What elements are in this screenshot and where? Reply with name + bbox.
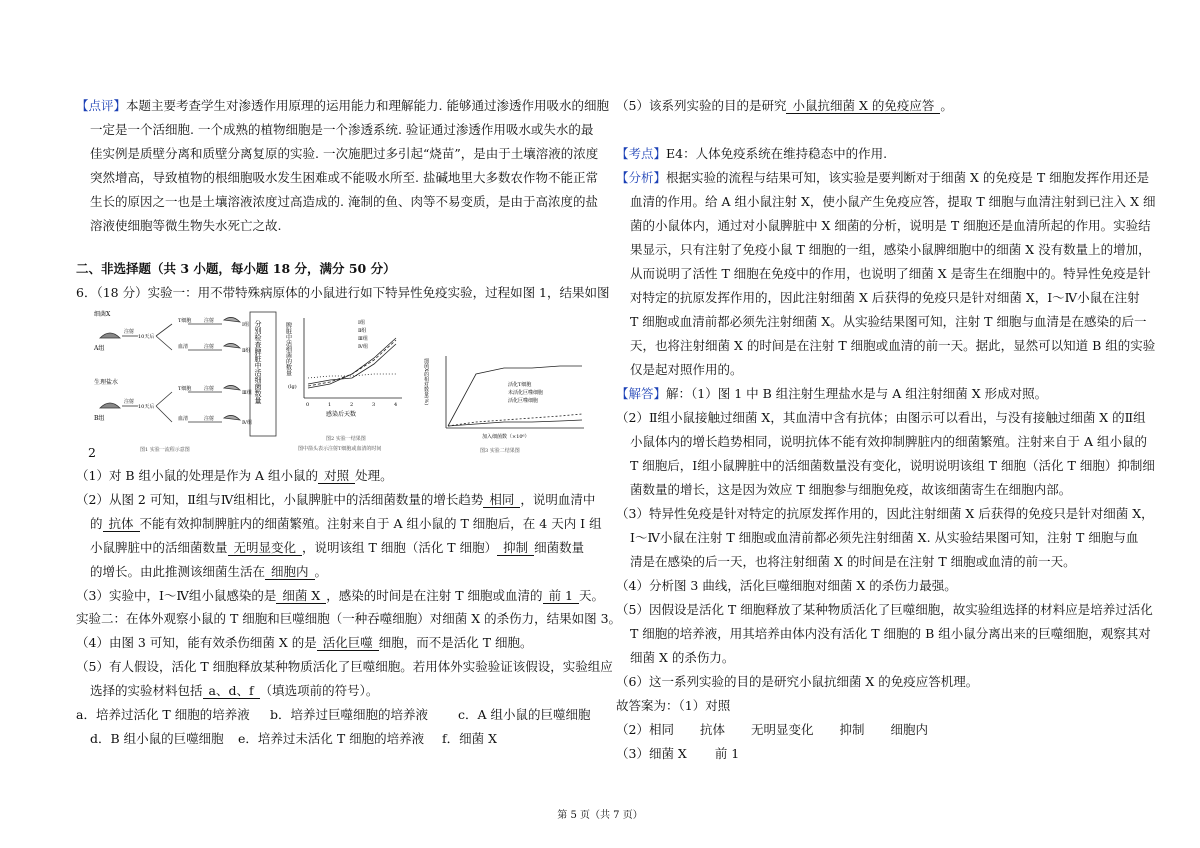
fenxi-line-9: 仅是起对照作用的。 bbox=[630, 362, 743, 377]
jieda-line-7: Ⅰ～Ⅳ小鼠在注射 T 细胞或血清前都必须先注射细菌 X. 从实验结果图可知，注射 T 细胞与血 bbox=[630, 530, 1139, 545]
svg-text:Ⅲ组: Ⅲ组 bbox=[242, 390, 252, 396]
svg-text:Ⅰ组: Ⅰ组 bbox=[242, 322, 249, 328]
svg-text:(lg): (lg) bbox=[288, 384, 297, 390]
fenxi-line-3: 菌的小鼠体内，通过对小鼠脾脏中 X 细菌的分析，说明是 T 细胞还是血清所起的作用。实验结 bbox=[630, 218, 1151, 233]
q6-part-2a: （2）从图 2 可知，Ⅱ组与Ⅳ组相比，小鼠脾脏中的活细菌数量的增长趋势 相同 ，说明血清中 bbox=[76, 492, 596, 507]
option-a: a．培养过活化 T 细胞的培养液 bbox=[76, 707, 250, 722]
answer-blank: 对照 bbox=[318, 468, 355, 484]
jieda-line-13: （6）这一系列实验的目的是研究小鼠抗细菌 X 的免疫应答机理。 bbox=[616, 674, 979, 689]
answer-blank: 细胞内 bbox=[265, 564, 315, 580]
dianping-line-6: 溶液使细胞等微生物失水死亡之故. bbox=[90, 218, 282, 233]
answer-blank: 相同 bbox=[483, 492, 520, 508]
answer-row-3: （3）细菌 X 前 1 bbox=[616, 746, 740, 761]
jieda-line-3: 小鼠体内的增长趋势相同，说明抗体不能有效抑制脾脏内的细菌繁殖。注射来自于 A 组小鼠的 bbox=[630, 434, 1147, 449]
q6-part-2c: 小鼠脾脏中的活细菌数量 无明显变化 ，说明该组 T 细胞（活化 T 细胞） 抑制 细菌数量 bbox=[90, 540, 585, 555]
fig3-xlabel: 加入细菌数（×10⁶） bbox=[482, 434, 530, 440]
q6-part-3: （3）实验中，Ⅰ～Ⅳ组小鼠感染的是 细菌 X ，感染的时间是在注射 T 细胞或血清的 前 1 天。 bbox=[76, 588, 605, 603]
svg-text:注射: 注射 bbox=[204, 416, 215, 422]
fig3-ylabel: 细菌X的相对数量(%) bbox=[423, 358, 429, 406]
svg-text:4: 4 bbox=[394, 402, 398, 408]
question-6-intro-tail: 2 bbox=[88, 445, 96, 460]
svg-text:Ⅳ组: Ⅳ组 bbox=[358, 344, 368, 350]
option-b: b．培养过巨噬细胞的培养液 bbox=[270, 707, 429, 722]
svg-text:T细胞: T细胞 bbox=[178, 318, 192, 324]
fig2-ylabel: 脾脏中活细菌的数量 bbox=[284, 322, 292, 376]
svg-text:A组: A组 bbox=[94, 345, 105, 352]
q6-part-1: （1）对 B 组小鼠的处理是作为 A 组小鼠的 对照 处理。 bbox=[76, 468, 393, 483]
svg-text:注射: 注射 bbox=[204, 344, 215, 350]
fig2-subcaption: 图中箭头表示注射T细胞或血清的时间 bbox=[298, 446, 382, 452]
fig3-caption: 图3 实验二结果图 bbox=[480, 448, 520, 454]
svg-text:10天后: 10天后 bbox=[138, 404, 155, 410]
svg-text:B组: B组 bbox=[94, 415, 105, 422]
jieda-line-9: （4）分析图 3 曲线，活化巨噬细胞对细菌 X 的杀伤力最强。 bbox=[616, 578, 957, 593]
answer-blank: 前 1 bbox=[543, 588, 579, 604]
fig1-caption: 图1 实验一流程示意图 bbox=[140, 447, 190, 453]
svg-text:T细胞: T细胞 bbox=[178, 386, 192, 392]
svg-text:Ⅱ组: Ⅱ组 bbox=[358, 328, 367, 334]
q6-part-2b: 的 抗体 不能有效抑制脾脏内的细菌繁殖。注射来自于 A 组小鼠的 T 细胞后，在 4 天内 Ⅰ 组 bbox=[90, 516, 602, 531]
fenxi-line-8: 天，也将注射细菌 X 的时间是在注射 T 细胞或血清的前一天。据此，显然可以知道 B 组的实验 bbox=[630, 338, 1156, 353]
svg-text:血清: 血清 bbox=[178, 416, 189, 422]
answer-blank: 细菌 X bbox=[276, 588, 326, 604]
svg-text:注射: 注射 bbox=[124, 329, 135, 335]
fenxi-line-4: 果显示，只有注射了免疫小鼠 T 细胞的一组，感染小鼠脾细胞中的细菌 X 没有数量上的增加， bbox=[630, 242, 1151, 257]
answer-blank: a、d、f bbox=[203, 683, 260, 699]
jieda-line-11: T 细胞的培养液，用其培养由体内没有活化 T 细胞的 B 组小鼠分离出来的巨噬细胞，观察其对 bbox=[630, 626, 1151, 641]
dianping-line-2: 一定是一个活细胞. 一个成熟的植物细胞是一个渗透系统. 验证通过渗透作用吸水或失水的最 bbox=[90, 122, 594, 137]
svg-text:0: 0 bbox=[306, 402, 310, 408]
svg-text:1: 1 bbox=[328, 402, 332, 408]
q6-part-5-answer: （5）该系列实验的目的是研究 小鼠抗细菌 X 的免疫应答 。 bbox=[616, 98, 953, 113]
svg-text:3: 3 bbox=[372, 402, 376, 408]
svg-text:10天后: 10天后 bbox=[138, 334, 155, 340]
dianping-line-3: 佳实例是质壁分离和质壁分离复原的实验. 一次施肥过多引起“烧苗”，是由于土壤溶液的浓度 bbox=[90, 146, 599, 161]
option-e: e．培养过未活化 T 细胞的培养液 bbox=[238, 731, 425, 746]
jieda-line-6: （3）特异性免疫是针对特定的抗原发挥作用的，因此注射细菌 X 后获得的免疫只是针对细菌 X， bbox=[616, 506, 1154, 521]
svg-text:活化巨噬细胞: 活化巨噬细胞 bbox=[508, 398, 539, 404]
jieda-line-10: （5）因假设是活化 T 细胞释放了某种物质活化了巨噬细胞，故实验组选择的材料应是培养过活化 bbox=[616, 602, 1153, 617]
page-footer: 第 5 页（共 7 页） bbox=[557, 810, 643, 821]
jieda-tag: 【解答】 bbox=[616, 386, 667, 401]
dianping-line-1: 【点评】本题主要考查学生对渗透作用原理的运用能力和理解能力. 能够通过渗透作用吸水的细胞 bbox=[76, 98, 609, 113]
q6-part-5b: 选择的实验材料包括 a、d、f （填选项前的符号）。 bbox=[90, 683, 379, 698]
svg-text:Ⅲ组: Ⅲ组 bbox=[358, 336, 368, 342]
jieda-line-12: 细菌 X 的杀伤力。 bbox=[630, 650, 735, 665]
figure-1-flowchart bbox=[92, 306, 284, 454]
svg-text:生理盐水: 生理盐水 bbox=[94, 379, 119, 386]
jieda-line-5: 菌数量的增长，这是因为效应 T 细胞参与细胞免疫，故该细菌寄生在细胞内部。 bbox=[630, 482, 1072, 497]
fenxi-tag: 【分析】 bbox=[616, 170, 667, 185]
q6-part-5a: （5）有人假设，活化 T 细胞释放某种物质活化了巨噬细胞。若用体外实验验证该假设，实验组应 bbox=[76, 659, 613, 674]
kaodian: 【考点】E4：人体免疫系统在维持稳态中的作用. bbox=[616, 146, 888, 161]
answer-blank: 无明显变化 bbox=[228, 540, 303, 556]
jieda-line-2: （2）Ⅱ组小鼠接触过细菌 X，其血清中含有抗体；由图示可以看出，与没有接触过细菌 X 的Ⅱ组 bbox=[616, 410, 1146, 425]
fig1-side-label: 分别检查脾脏中活细菌数量 bbox=[254, 320, 262, 404]
jieda-line-4: T 细胞后，Ⅰ组小鼠脾脏中的活细菌数量没有变化，说明说明该组 T 细胞（活化 T 细胞）抑制细 bbox=[630, 458, 1155, 473]
option-c: c．A 组小鼠的巨噬细胞 bbox=[458, 707, 591, 722]
option-f: f．细菌 X bbox=[442, 731, 497, 746]
fenxi-line-7: T 细胞或血清前都必须先注射细菌 X。从实验结果图可知，注射 T 细胞与血清是在感染的后一 bbox=[630, 314, 1147, 329]
svg-text:血清: 血清 bbox=[178, 344, 189, 350]
q6-part-4: （4）由图 3 可知，能有效杀伤细菌 X 的是 活化巨噬 细胞，而不是活化 T 细胞。 bbox=[76, 635, 533, 650]
svg-text:注射: 注射 bbox=[124, 399, 135, 405]
fig2-xlabel: 感染后天数 bbox=[326, 411, 357, 418]
experiment-2: 实验二：在体外观察小鼠的 T 细胞和巨噬细胞（一种吞噬细胞）对细菌 X 的杀伤力，结果如图 3。 bbox=[76, 611, 622, 626]
figure-2-chart bbox=[286, 312, 420, 454]
figure-3-chart bbox=[424, 352, 590, 454]
dianping-line-4: 突然增高，导致植物的根细胞吸水发生困难或不能吸水所至. 盐碱地里大多数农作物不能正常 bbox=[90, 170, 598, 185]
dianping-line-5: 生长的原因之一也是土壤溶液浓度过高造成的. 淹制的鱼、肉等不易变质，是由于高浓度的盐 bbox=[90, 194, 598, 209]
svg-text:Ⅱ组: Ⅱ组 bbox=[242, 348, 251, 354]
fenxi-line-6: 对特定的抗原发挥作用的，因此注射细菌 X 后获得的免疫只是针对细菌 X，Ⅰ～Ⅳ小鼠在注射 bbox=[630, 290, 1140, 305]
kaodian-tag: 【考点】 bbox=[616, 146, 667, 161]
answer-blank: 抑制 bbox=[497, 540, 534, 556]
answer-blank: 小鼠抗细菌 X 的免疫应答 bbox=[786, 98, 940, 114]
question-6-intro: 6．（18 分）实验一：用不带特殊病原体的小鼠进行如下特异性免疫实验，过程如图 1，结果如图 bbox=[76, 285, 610, 300]
svg-text:细菌X: 细菌X bbox=[94, 311, 111, 318]
q6-part-2d: 的增长。由此推测该细菌生活在 细胞内 。 bbox=[90, 564, 328, 579]
fenxi-line-2: 血清的作用。给 A 组小鼠注射 X，使小鼠产生免疫应答，提取 T 细胞与血清注射到已注入 X 细 bbox=[630, 194, 1156, 209]
jieda-line-1: 【解答】解：（1）图 1 中 B 组注射生理盐水是与 A 组注射细菌 X 形成对照。 bbox=[616, 386, 1048, 401]
fenxi-line-1: 【分析】根据实验的流程与结果可知，该实验是要判断对于细菌 X 的免疫是 T 细胞发挥作用还是 bbox=[616, 170, 1150, 185]
svg-text:2: 2 bbox=[350, 402, 354, 408]
answer-row-2: （2）相同 抗体 无明显变化 抑制 细胞内 bbox=[616, 722, 928, 737]
svg-text:未活化巨噬细胞: 未活化巨噬细胞 bbox=[508, 390, 544, 396]
dianping-tag: 【点评】 bbox=[76, 98, 127, 113]
answer-title: 故答案为：（1）对照 bbox=[616, 698, 731, 713]
section-title: 二、非选择题（共 3 小题，每小题 18 分，满分 50 分） bbox=[76, 261, 396, 276]
fig2-caption: 图2 实验一结果图 bbox=[326, 436, 366, 442]
answer-blank: 活化巨噬 bbox=[317, 635, 379, 651]
option-d: d．B 组小鼠的巨噬细胞 bbox=[90, 731, 224, 746]
svg-text:Ⅰ组: Ⅰ组 bbox=[358, 320, 365, 326]
svg-text:注射: 注射 bbox=[204, 318, 215, 324]
svg-text:活化T细胞: 活化T细胞 bbox=[508, 382, 532, 388]
answer-blank: 抗体 bbox=[103, 516, 140, 532]
jieda-line-8: 清是在感染的后一天，也将注射细菌 X 的时间是在注射 T 细胞或血清的前一天。 bbox=[630, 554, 1076, 569]
fenxi-line-5: 从而说明了活性 T 细胞在免疫中的作用，也说明了细菌 X 是寄生在细胞中的。特异性免疫是针 bbox=[630, 266, 1151, 281]
svg-text:注射: 注射 bbox=[204, 386, 215, 392]
svg-text:Ⅳ组: Ⅳ组 bbox=[242, 420, 252, 426]
